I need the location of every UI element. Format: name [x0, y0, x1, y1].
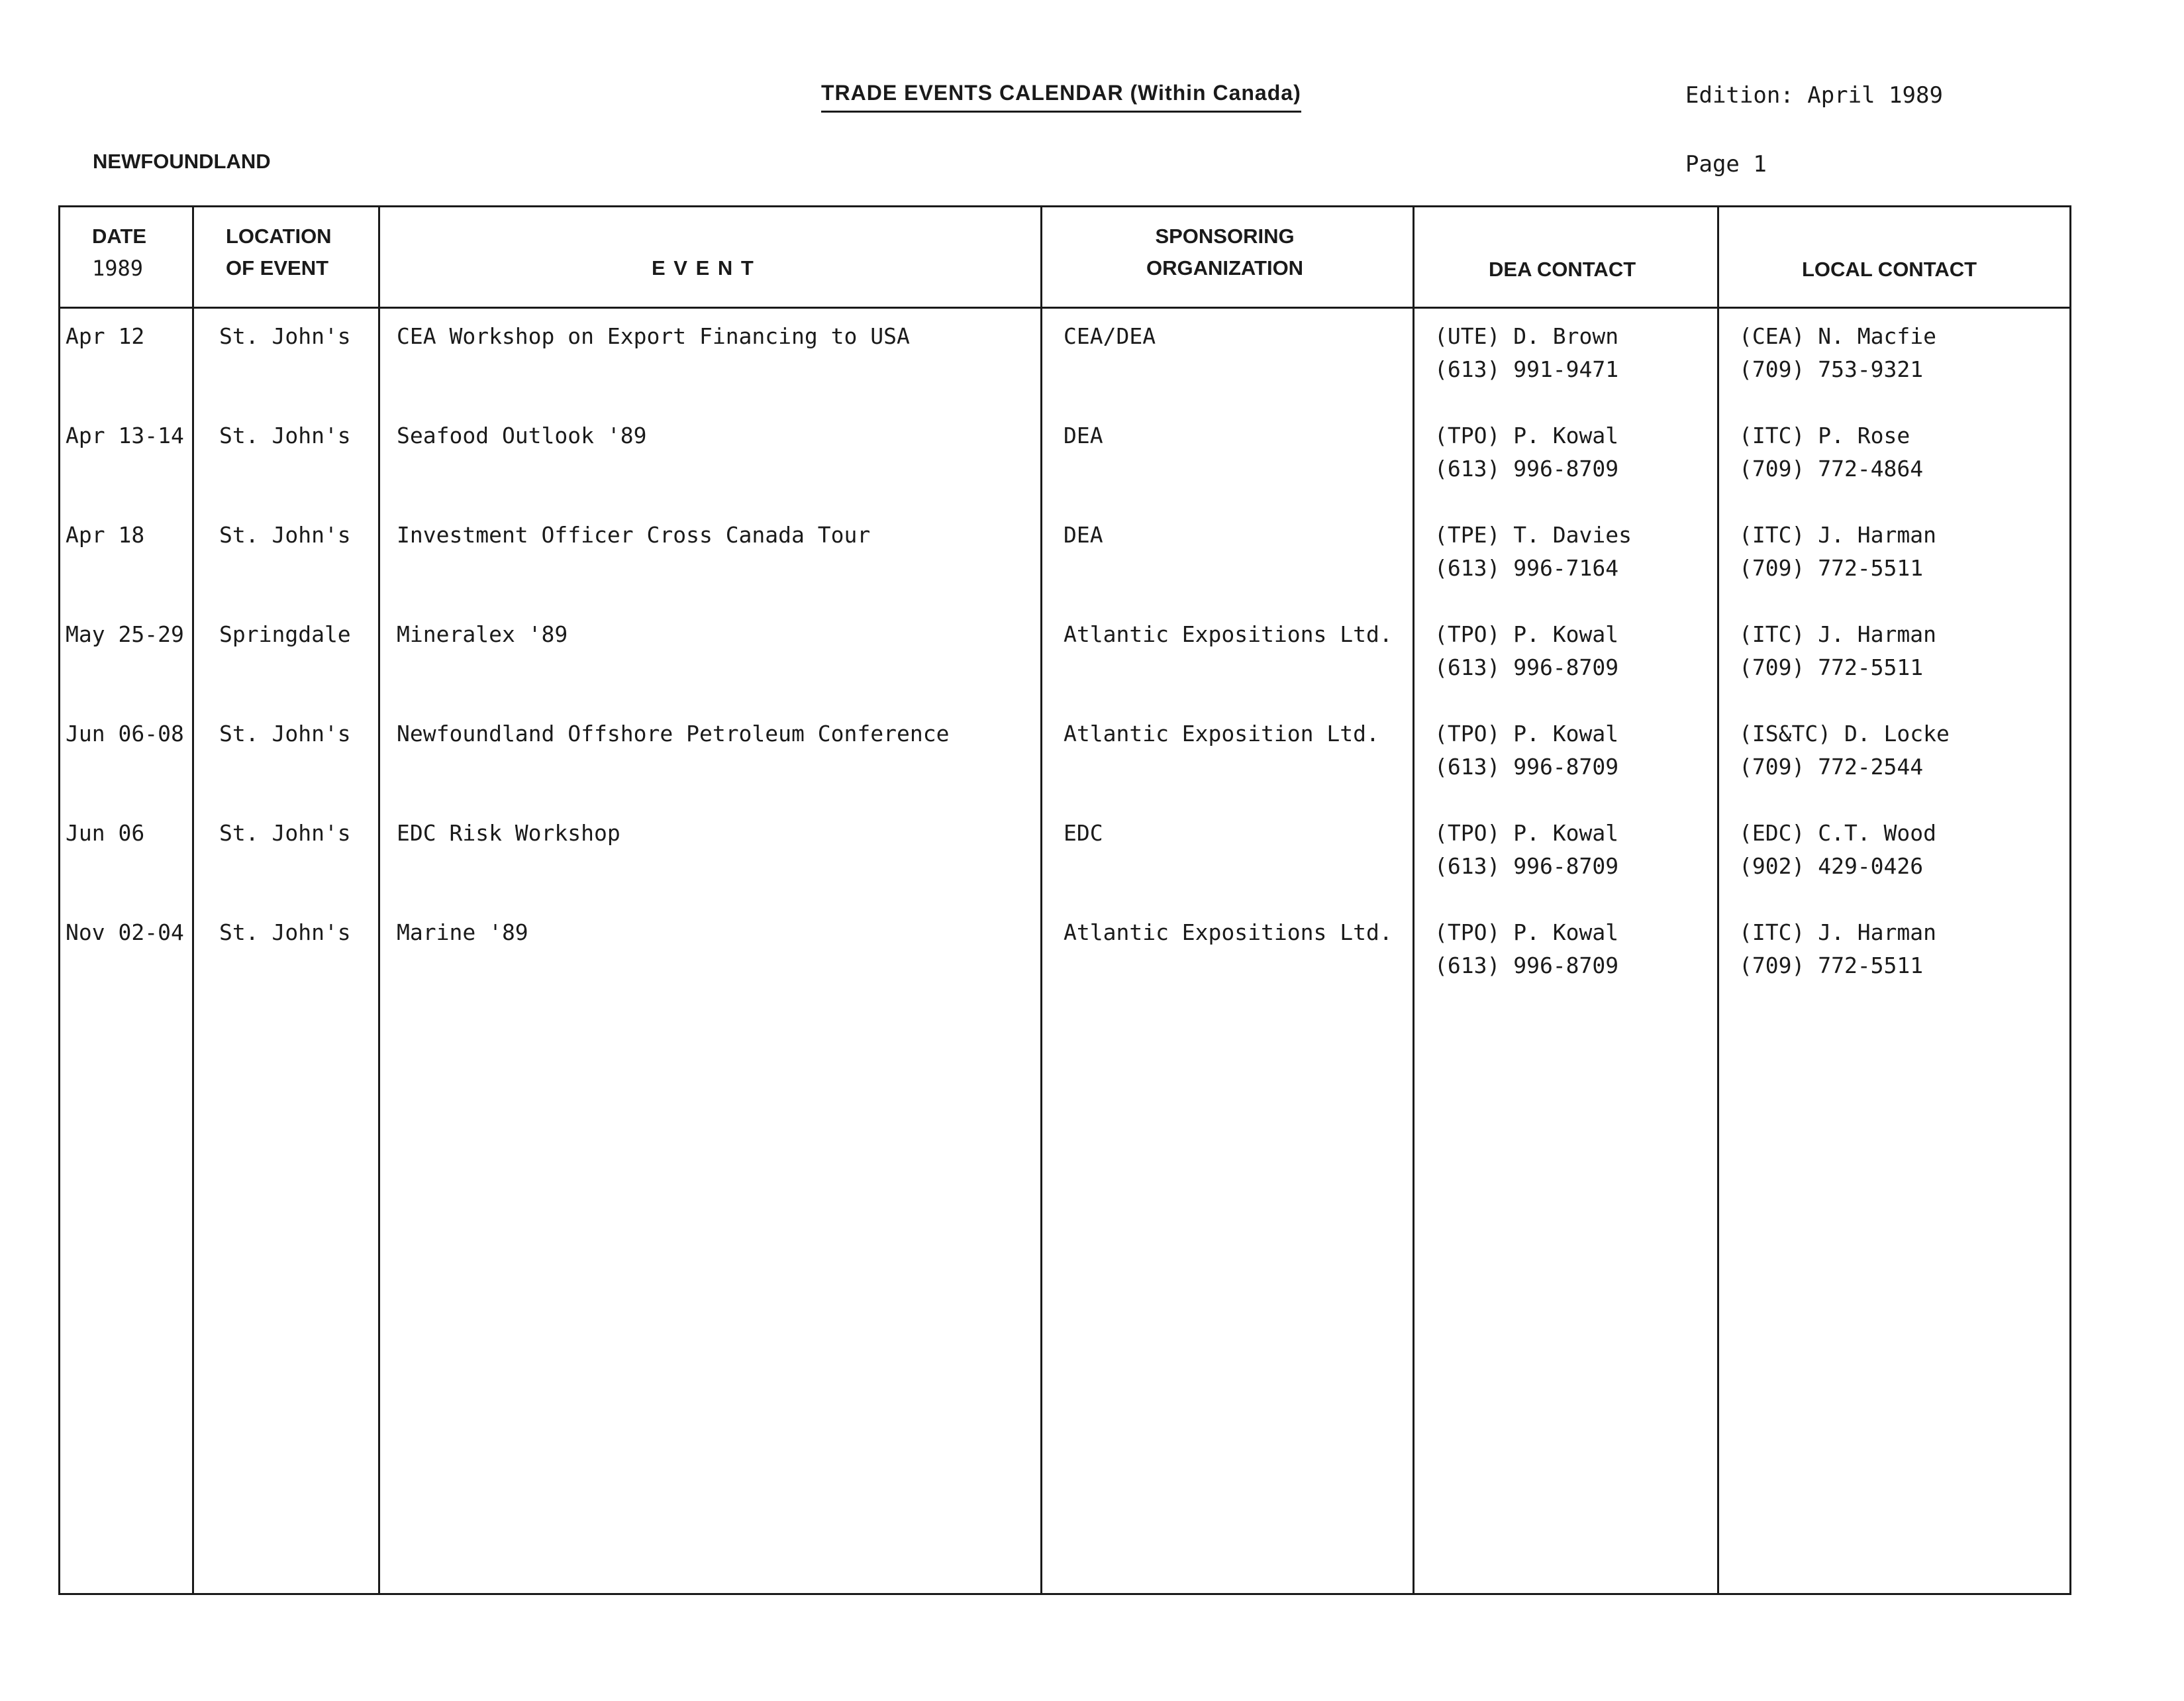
cell-dea-contact	[1434, 817, 1618, 883]
header-event: E V E N T	[652, 256, 755, 280]
column-divider	[1040, 207, 1042, 1593]
header-local-contact: LOCAL CONTACT	[1802, 258, 1977, 281]
header-dea-contact: DEA CONTACT	[1489, 258, 1636, 281]
dea-contact-name: (TPO) P. Kowal	[1434, 919, 1619, 945]
local-contact-name: (ITC) J. Harman	[1739, 919, 1937, 945]
cell-date: Apr 12	[66, 323, 145, 349]
cell-event: Marine '89	[397, 919, 528, 945]
cell-location: Springdale	[219, 621, 351, 647]
cell-date: Apr 13-14	[66, 423, 184, 448]
document-title: TRADE EVENTS CALENDAR (Within Canada)	[821, 81, 1301, 113]
page-number: Page 1	[1685, 151, 1767, 178]
header-sponsor	[1146, 221, 1303, 284]
cell-local-contact	[1739, 419, 1923, 486]
cell-dea-contact	[1434, 519, 1632, 585]
local-contact-name: (CEA) N. Macfie	[1739, 323, 1937, 349]
cell-date: Jun 06-08	[66, 721, 184, 747]
cell-dea-contact	[1434, 618, 1618, 684]
header-location-line2: OF EVENT	[226, 256, 329, 280]
cell-local-contact	[1739, 817, 1936, 883]
column-divider	[1413, 207, 1415, 1593]
local-contact-phone: (709) 772-5511	[1739, 953, 1924, 978]
header-date-label: DATE	[92, 225, 147, 248]
dea-contact-phone: (613) 996-8709	[1434, 853, 1619, 879]
column-divider	[378, 207, 380, 1593]
dea-contact-phone: (613) 991-9471	[1434, 356, 1619, 382]
cell-local-contact	[1739, 916, 1936, 982]
cell-sponsor: Atlantic Expositions Ltd.	[1064, 621, 1393, 647]
dea-contact-name: (UTE) D. Brown	[1434, 323, 1619, 349]
cell-sponsor: Atlantic Expositions Ltd.	[1064, 919, 1393, 945]
local-contact-phone: (709) 772-2544	[1739, 754, 1924, 780]
edition-date: Edition: April 1989	[1685, 82, 1943, 109]
cell-dea-contact	[1434, 717, 1618, 784]
cell-location: St. John's	[219, 323, 351, 349]
header-date-year: 1989	[92, 256, 144, 281]
cell-local-contact	[1739, 717, 1950, 784]
header-date	[92, 221, 146, 284]
header-location	[226, 221, 332, 284]
local-contact-name: (ITC) J. Harman	[1739, 621, 1937, 647]
cell-local-contact	[1739, 519, 1936, 585]
cell-event: Mineralex '89	[397, 621, 568, 647]
cell-sponsor: CEA/DEA	[1064, 323, 1156, 349]
cell-event: CEA Workshop on Export Financing to USA	[397, 323, 910, 349]
local-contact-phone: (902) 429-0426	[1739, 853, 1924, 879]
cell-date: Apr 18	[66, 522, 145, 548]
cell-location: St. John's	[219, 919, 351, 945]
dea-contact-phone: (613) 996-8709	[1434, 953, 1619, 978]
cell-sponsor: EDC	[1064, 820, 1103, 846]
local-contact-phone: (709) 772-4864	[1739, 456, 1924, 482]
cell-date: May 25-29	[66, 621, 184, 647]
events-table	[58, 205, 2071, 1595]
local-contact-phone: (709) 772-5511	[1739, 555, 1924, 581]
dea-contact-name: (TPE) T. Davies	[1434, 522, 1632, 548]
dea-contact-name: (TPO) P. Kowal	[1434, 820, 1619, 846]
cell-date: Nov 02-04	[66, 919, 184, 945]
cell-location: St. John's	[219, 820, 351, 846]
dea-contact-phone: (613) 996-8709	[1434, 754, 1619, 780]
local-contact-name: (IS&TC) D. Locke	[1739, 721, 1950, 747]
local-contact-name: (ITC) J. Harman	[1739, 522, 1937, 548]
header-location-line1: LOCATION	[226, 225, 332, 248]
column-divider	[1717, 207, 1719, 1593]
dea-contact-name: (TPO) P. Kowal	[1434, 621, 1619, 647]
province-heading: NEWFOUNDLAND	[93, 150, 271, 173]
dea-contact-phone: (613) 996-8709	[1434, 456, 1619, 482]
header-sponsor-line1: SPONSORING	[1155, 225, 1295, 248]
header-divider	[60, 307, 2069, 309]
cell-event: EDC Risk Workshop	[397, 820, 620, 846]
cell-sponsor: DEA	[1064, 522, 1103, 548]
cell-sponsor: DEA	[1064, 423, 1103, 448]
cell-sponsor: Atlantic Exposition Ltd.	[1064, 721, 1379, 747]
cell-dea-contact	[1434, 320, 1618, 386]
cell-local-contact	[1739, 618, 1936, 684]
cell-date: Jun 06	[66, 820, 145, 846]
local-contact-phone: (709) 753-9321	[1739, 356, 1924, 382]
local-contact-name: (EDC) C.T. Wood	[1739, 820, 1937, 846]
cell-location: St. John's	[219, 721, 351, 747]
cell-event: Newfoundland Offshore Petroleum Conference	[397, 721, 950, 747]
header-sponsor-line2: ORGANIZATION	[1146, 256, 1304, 280]
local-contact-phone: (709) 772-5511	[1739, 654, 1924, 680]
cell-dea-contact	[1434, 419, 1618, 486]
dea-contact-phone: (613) 996-8709	[1434, 654, 1619, 680]
cell-location: St. John's	[219, 423, 351, 448]
cell-local-contact	[1739, 320, 1936, 386]
dea-contact-name: (TPO) P. Kowal	[1434, 423, 1619, 448]
dea-contact-phone: (613) 996-7164	[1434, 555, 1619, 581]
local-contact-name: (ITC) P. Rose	[1739, 423, 1911, 448]
cell-event: Seafood Outlook '89	[397, 423, 647, 448]
cell-event: Investment Officer Cross Canada Tour	[397, 522, 871, 548]
cell-dea-contact	[1434, 916, 1618, 982]
column-divider	[192, 207, 194, 1593]
dea-contact-name: (TPO) P. Kowal	[1434, 721, 1619, 747]
cell-location: St. John's	[219, 522, 351, 548]
